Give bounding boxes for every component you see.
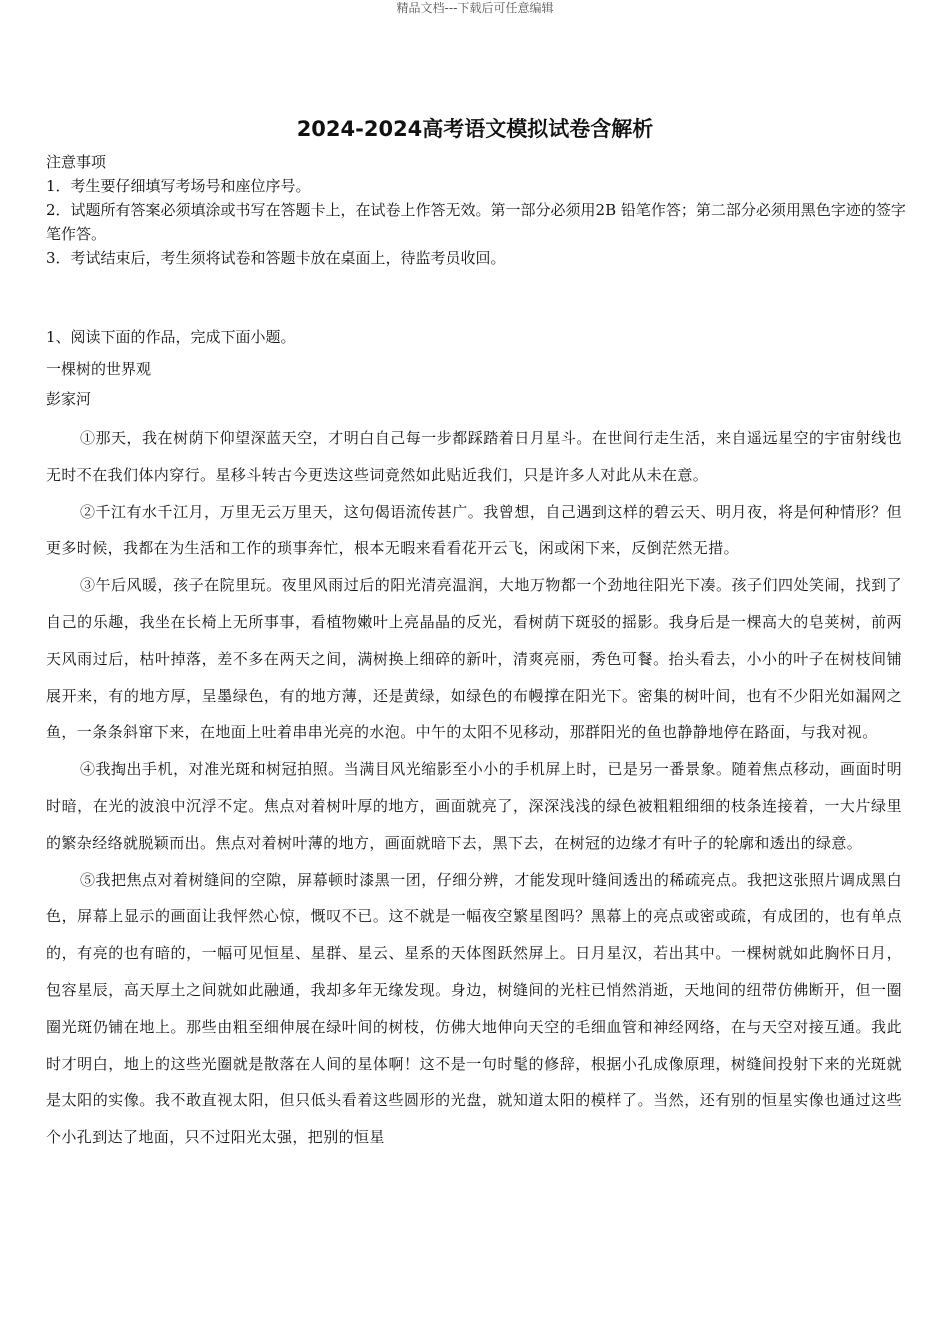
article-author: 彭家河 [46,390,92,408]
article-paragraph: ⑤我把焦点对着树缝间的空隙，屏幕顿时漆黑一团，仔细分辨，才能发现叶缝间透出的稀疏亮点。我把这张照片调成黑白色，屏幕上显示的画面让我怦然心惊，慨叹不已。这不就是一幅夜空繁星图吗？黑幕上的亮点或密或疏，有成团的，也有单点的，有亮的也有暗的，一幅可见恒星、星群、星云、星系的天体图跃然屏上。日月星汉，若出其中。一棵树就如此胸怀日月，包容星辰，高天厚土之间就如此融通，我却多年无缘发现。身边，树缝间的光柱已悄然消逝，天地间的纽带仿佛断开，但一圈圈光斑仍铺在地上。那些由粗至细伸展在绿叶间的树枝，仿佛大地伸向天空的毛细血管和神经网络，在与天空对接互通。我此时才明白，地上的这些光圈就是散落在人间的星体啊！这不是一句时髦的修辞，根据小孔成像原理，树缝间投射下来的光斑就是太阳的实像。我不敢直视太阳，但只低头看着这些圆形的光盘，就知道太阳的模样了。当然，还有别的恒星实像也通过这些个小孔到达了地面，只不过阳光太强，把别的恒星 [46,870,902,1147]
notes-item: 3．考试结束后，考生须将试卷和答题卡放在桌面上，待监考员收回。 [46,249,506,267]
article-title: 一棵树的世界观 [46,360,152,378]
article-paragraph: ④我掏出手机，对准光斑和树冠拍照。当满目风光缩影至小小的手机屏上时，已是另一番景象。随着焦点移动，画面时明时暗，在光的波浪中沉浮不定。焦点对着树叶厚的地方，画面就亮了，深深浅浅的绿色被粗粗细细的枝条连接着，一大片绿里的繁杂经络就脱颖而出。焦点对着树叶薄的地方，画面就暗下去，黑下去，在树冠的边缘才有叶子的轮廓和透出的绿意。 [46,760,902,852]
notes-item: 2．试题所有答案必须填涂或书写在答题卡上，在试卷上作答无效。第一部分必须用2B 铅笔作答；第二部分必须用黑色字迹的签字笔作答。 [46,201,906,243]
page-title: 2024-2024高考语文模拟试卷含解析 [296,117,654,141]
notes-section [46,150,906,270]
article-body [46,420,902,1156]
notes-heading: 注意事项 [46,153,107,171]
article-paragraph: ③午后风暖，孩子在院里玩。夜里风雨过后的阳光清亮温润，大地万物都一个劲地往阳光下凑。孩子们四处笑闹，找到了自己的乐趣，我坐在长椅上无所事事，看植物嫩叶上亮晶晶的反光，看树荫下斑驳的摇影。我身后是一棵高大的皂荚树，前两天风雨过后，枯叶掉落，差不多在两天之间，满树换上细碎的新叶，清爽亮丽，秀色可餐。抬头看去，小小的叶子在树枝间铺展开来，有的地方厚，呈墨绿色，有的地方薄，还是黄绿，如绿色的布幔撑在阳光下。密集的树叶间，也有不少阳光如漏网之鱼，一条条斜窜下来，在地面上吐着串串光亮的水泡。中午的太阳不见移动，那群阳光的鱼也静静地停在路面，与我对视。 [46,576,902,742]
article-paragraph: ①那天，我在树荫下仰望深蓝天空，才明白自己每一步都踩踏着日月星斗。在世间行走生活，来自遥远星空的宇宙射线也无时不在我们体内穿行。星移斗转古今更迭这些词竟然如此贴近我们，只是许多人对此从未在意。 [46,429,902,484]
notes-item: 1．考生要仔细填写考场号和座位序号。 [46,177,311,195]
question-prompt: 1、阅读下面的作品，完成下面小题。 [46,328,296,346]
page-header-note: 精品文档---下载后可任意编辑 [396,1,554,15]
article-paragraph: ②千江有水千江月，万里无云万里天，这句偈语流传甚广。我曾想，自己遇到这样的碧云天、明月夜，将是何种情形？但更多时候，我都在为生活和工作的琐事奔忙，根本无暇来看看花开云飞，闲或闲下来，反倒茫然无措。 [46,502,902,558]
question-section [46,322,906,414]
